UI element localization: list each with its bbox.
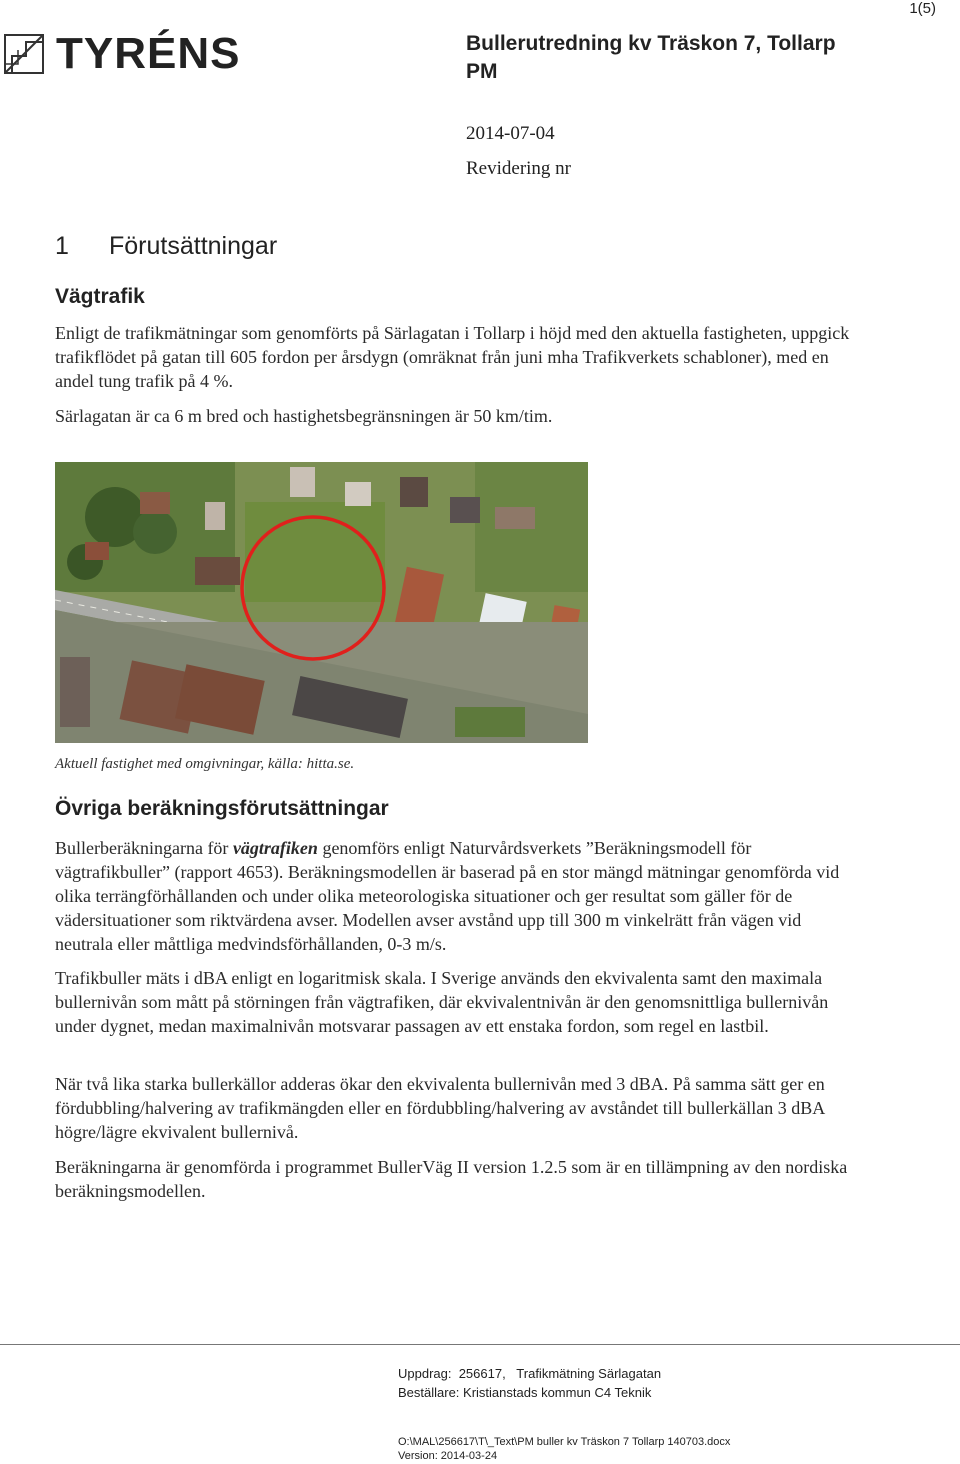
tyrens-logo-mark-icon — [4, 34, 44, 74]
subheading-vagtrafik: Vägtrafik — [55, 285, 145, 308]
paragraph-calculation-model — [55, 836, 855, 956]
document-date: 2014-07-04 — [466, 123, 555, 144]
tyrens-logo — [4, 29, 241, 78]
tyrens-logo-wordmark: TYRÉNS — [56, 29, 241, 78]
section-number: 1 — [55, 232, 69, 260]
paragraph-street-info: Särlagatan är ca 6 m bred och hastighetsbegränsningen är 50 km/tim. — [55, 406, 553, 426]
footer-client: Beställare: Kristianstads kommun C4 Teknik — [398, 1385, 652, 1400]
emphasized-term: vägtrafiken — [232, 838, 318, 858]
section-heading-1 — [55, 230, 277, 262]
paragraph-text: genomförs enligt Naturvårdsverkets ”Beräkningsmodell för vägtrafikbuller” (rapport 4653). Beräkningsmodellen är baserad på en stor mängd mätningar genomförda vid olika terrängförhållanden och under olika meteorologiska situationer och ger resultat som gäller för de vädersituationer som riktvärdena avser. Modellen avser avstånd upp till 300 m vinkelrätt från vägen vid neutrala eller måttliga medvindsförhållanden, 0-3 m/s. — [55, 838, 840, 954]
document-title: Bullerutredning kv Träskon 7, Tollarp — [466, 32, 836, 55]
aerial-photo — [55, 462, 588, 743]
document-type: PM — [466, 60, 498, 83]
paragraph-software: Beräkningarna är genomförda i programmet BullerVäg II version 1.2.5 som är en tillämpning av den nordiska beräkningsmodellen. — [55, 1157, 848, 1201]
revision-label: Revidering nr — [466, 158, 572, 179]
footer-assignment: Uppdrag: 256617, Trafikmätning Särlagatan — [398, 1366, 662, 1381]
paragraph-dba-scale: Trafikbuller mäts i dBA enligt en logaritmisk skala. I Sverige används den ekvivalenta samt den maximala bullernivån som mått på störningen från vägtrafiken, där ekvivalentnivån är den genomsnittliga bullernivån under dygnet, medan maximalnivån motsvarar passagen av ett enstaka fordon, som regel en lastbil. — [55, 968, 829, 1036]
page-number: 1(5) — [909, 0, 936, 17]
subheading-ovriga-forutsattningar: Övriga beräkningsförutsättningar — [55, 797, 389, 820]
footer-version: Version: 2014-03-24 — [398, 1450, 498, 1462]
paragraph-text: Bullerberäkningarna för — [55, 838, 233, 858]
footer-file-path: O:\MAL\256617\T\_Text\PM buller kv Träskon 7 Tollarp 140703.docx — [398, 1436, 731, 1448]
section-title: Förutsättningar — [109, 232, 278, 260]
paragraph-traffic-count: Enligt de trafikmätningar som genomförts på Särlagatan i Tollarp i höjd med den aktuella fastigheten, uppgick trafikflödet på gatan till 605 fordon per årsdygn (omräknat från juni mha Trafikverkets schabloner), med en andel tung trafik på 4 %. — [55, 323, 850, 391]
image-caption: Aktuell fastighet med omgivningar, källa: hitta.se. — [55, 756, 355, 772]
paragraph-noise-addition: När två lika starka bullerkällor adderas ökar den ekvivalenta bullernivån med 3 dBA. På samma sätt ger en fördubbling/halvering av trafikmängden eller en fördubbling/halvering av avståndet till bullerkällan 3 dBA högre/lägre ekvivalent bullernivå. — [55, 1074, 825, 1142]
footer-divider — [0, 1344, 960, 1345]
